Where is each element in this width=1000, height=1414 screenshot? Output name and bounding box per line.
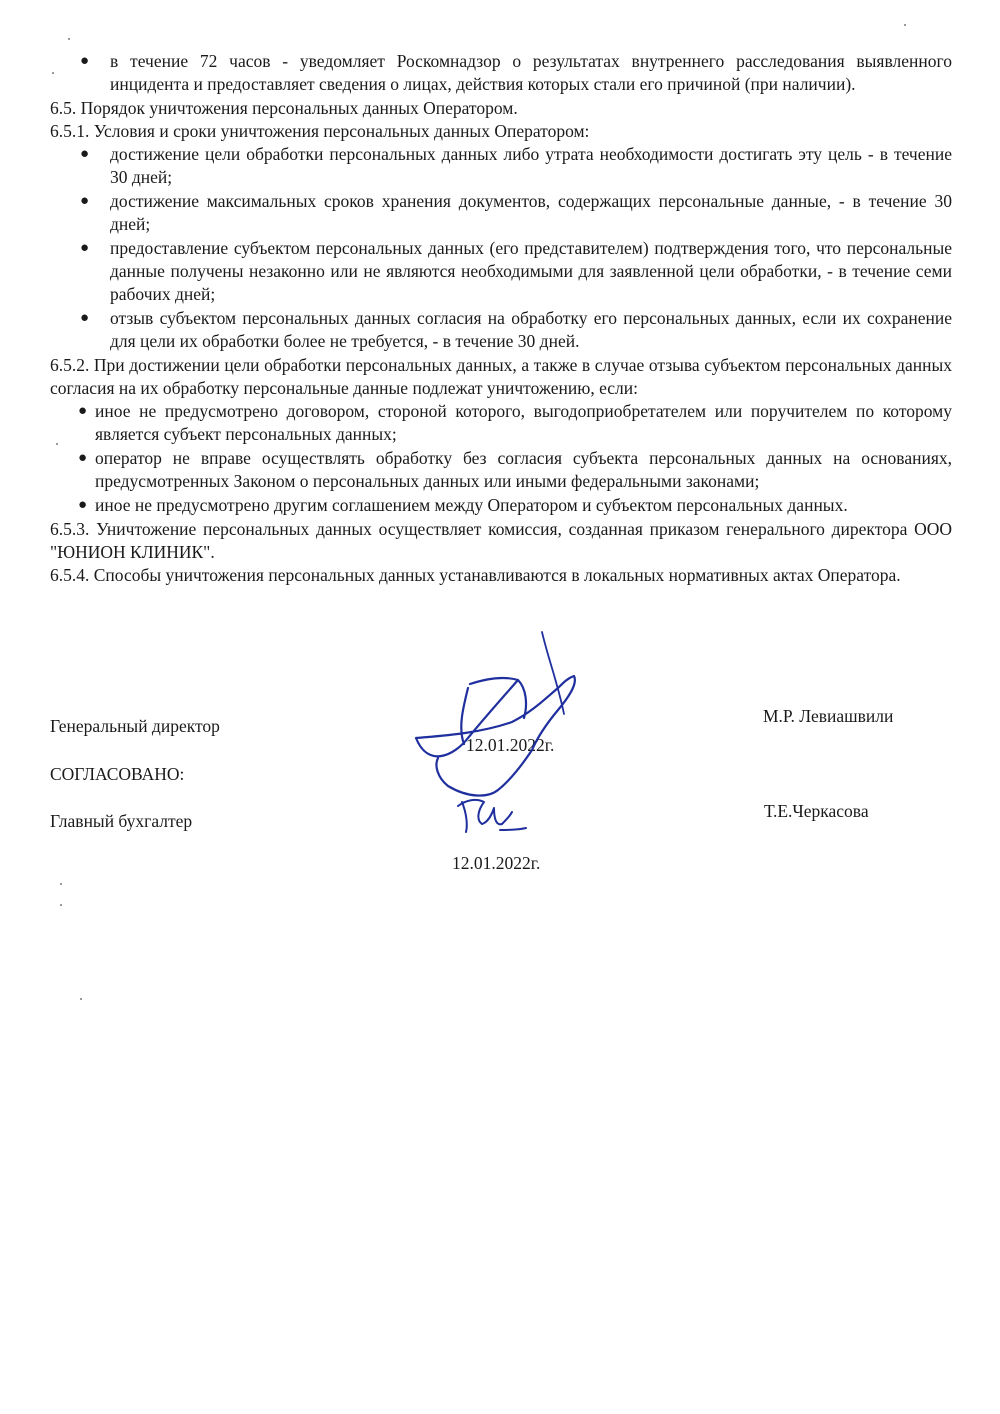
accountant-title: Главный бухгалтер <box>50 811 193 831</box>
bullet-icon: ● <box>80 193 90 209</box>
list-item: ● оператор не вправе осуществлять обработку без согласия субъекта персональных данных на основаниях, предусмотренных Законом о персональных данных или иными федеральными законами; <box>78 448 952 491</box>
document-body <box>50 50 952 587</box>
bullet-icon: ● <box>80 53 90 69</box>
section-6-5-1-list <box>50 143 952 353</box>
section-6-5-2-paragraph: 6.5.2. При достижении цели обработки персональных данных, а также в случае отзыва субъектом персональных данных согласия на их обработку персональные данные подлежат уничтожению, если: <box>50 355 952 398</box>
scan-speck <box>80 998 82 1000</box>
section-6-5-3-paragraph: 6.5.3. Уничтожение персональных данных осуществляет комиссия, созданная приказом генерального директора ООО "ЮНИОН КЛИНИК". <box>50 519 952 562</box>
director-name: М.Р. Левиашвили <box>763 706 894 726</box>
director-sign-date: 12.01.2022г. <box>466 735 555 755</box>
list-item: ● предоставление субъектом персональных данных (его представителем) подтверждения того, что персональные данные получены незаконно или не являются необходимыми для заявленной цели обработки, - в течение семи рабочих дней; <box>80 238 952 304</box>
bullet-icon: ● <box>78 403 88 419</box>
section-6-5-2-list <box>50 400 952 517</box>
bullet-icon: ● <box>80 310 90 326</box>
accountant-sign-date: 12.01.2022г. <box>452 853 541 873</box>
accountant-name: Т.Е.Черкасова <box>764 801 869 821</box>
bullet-icon: ● <box>78 450 88 466</box>
section-6-5-heading: 6.5. Порядок уничтожения персональных данных Оператором. <box>50 98 518 118</box>
director-title: Генеральный директор <box>50 716 220 736</box>
list-item: ● отзыв субъектом персональных данных согласия на обработку его персональных данных, если их сохранение для цели их обработки более не требуется, - в течение 30 дней. <box>80 308 952 351</box>
bullet-icon: ● <box>78 497 88 513</box>
list-item: ● достижение максимальных сроков хранения документов, содержащих персональные данные, - в течение 30 дней; <box>80 191 952 234</box>
list-item: ● иное не предусмотрено договором, стороной которого, выгодоприобретателем или поручителем по которому является субъект персональных данных; <box>78 401 952 444</box>
scan-speck <box>68 38 70 40</box>
list-item: ● достижение цели обработки персональных данных либо утрата необходимости достигать эту цель - в течение 30 дней; <box>80 144 952 187</box>
scan-speck <box>52 72 54 74</box>
section-6-5-4-paragraph: 6.5.4. Способы уничтожения персональных данных устанавливаются в локальных нормативных актах Оператора. <box>50 565 901 585</box>
scan-speck <box>56 443 58 445</box>
scan-speck <box>60 883 62 885</box>
scan-speck <box>904 24 906 26</box>
director-signature-icon <box>408 618 608 818</box>
accountant-signature-icon <box>452 790 532 836</box>
section-6-5-1-heading: 6.5.1. Условия и сроки уничтожения персональных данных Оператором: <box>50 121 590 141</box>
top-bullet-list <box>50 50 952 96</box>
bullet-icon: ● <box>80 146 90 162</box>
bullet-icon: ● <box>80 240 90 256</box>
approval-label: СОГЛАСОВАНО: <box>50 764 185 784</box>
list-item: ● в течение 72 часов - уведомляет Роскомнадзор о результатах внутреннего расследования выявленного инцидента и предоставляет сведения о лицах, действия которых стали его причиной (при наличии). <box>80 51 952 94</box>
scan-speck <box>60 904 62 906</box>
list-item: ● иное не предусмотрено другим соглашением между Оператором и субъектом персональных данных. <box>78 495 848 515</box>
